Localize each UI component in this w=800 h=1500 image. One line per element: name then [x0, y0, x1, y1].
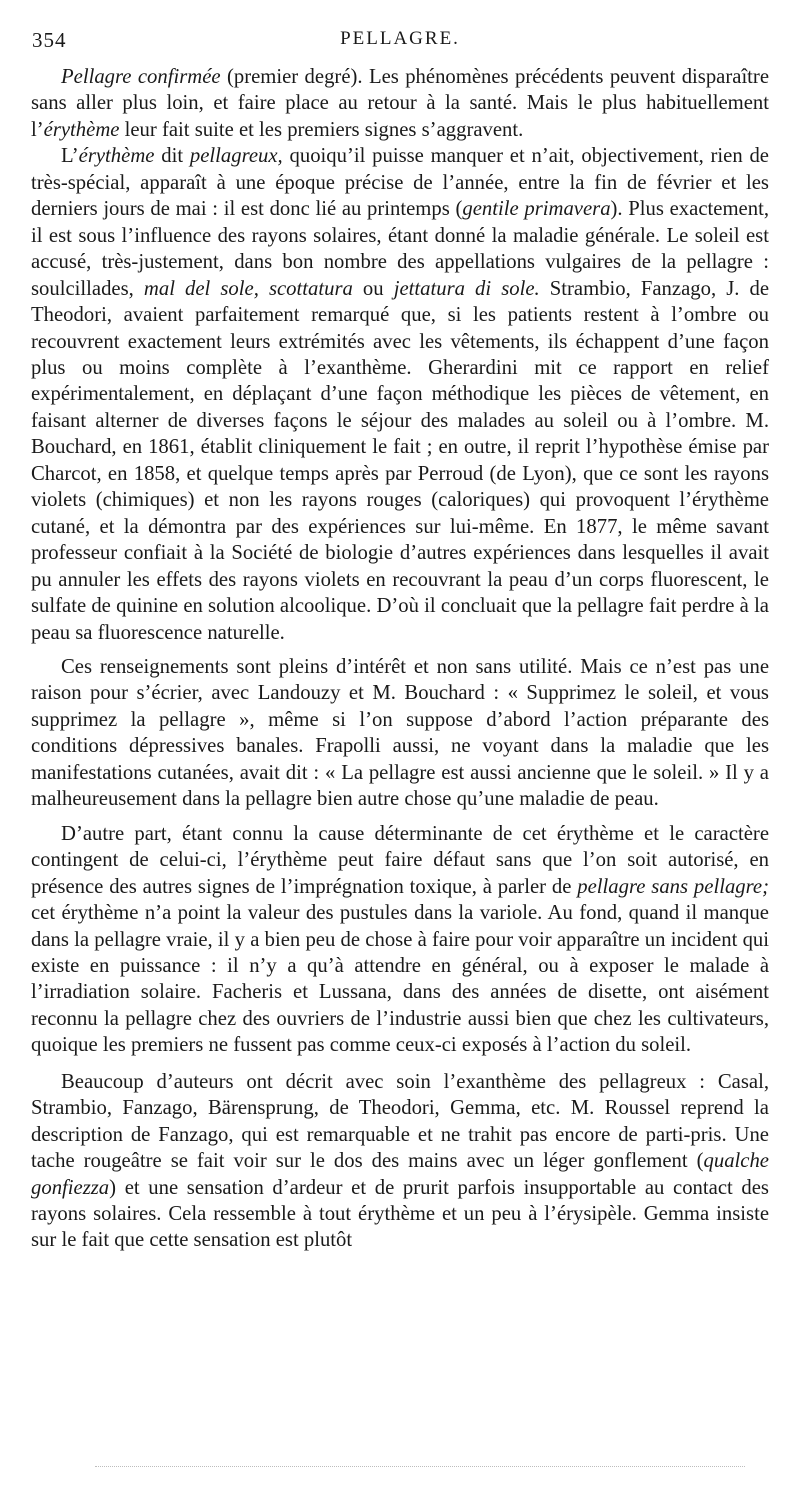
italic-run: gentile primavera — [462, 198, 611, 221]
italic-run: érythème — [78, 145, 155, 168]
text-run: quoiqu’il puisse manquer et n’ait, objectivement, rien de très-spécial, apparaît à une époque précise de l’année, entre la fin de février et les derniers jours de mai : il est donc lié au printemps ( — [31, 145, 769, 221]
text-run: ). Plus exactement, il est sous l’influence des rayons solaires, étant donné la maladie générale. Le soleil est accusé, très-justement, dans bon nombre des appellations vulgaires de la pellagre : soulcillades, — [31, 198, 769, 300]
body-text — [31, 64, 769, 1254]
paragraph-autre-part — [31, 821, 769, 1059]
italic-run: pellagre sans pellagre; — [577, 875, 769, 898]
italic-run: jettatura di sole. — [393, 277, 540, 300]
paragraph-renseignements — [31, 654, 769, 813]
text-run: Ces renseignements sont pleins d’intérêt et non sans utilité. Mais ce n’est pas une raison pour s’écrier, avec Landouzy et M. Bouchard : « Supprimez le soleil, et vous supprimez la pellagre », même si l’on suppose d’abord l’action préparante des conditions dépressives banales. Frapolli aussi, ne voyant dans la maladie que les manifestations cutanées, avait dit : « La pellagre est aussi ancienne que le soleil. » Il y a malheureusement dans la pellagre bien autre chose qu’une maladie de peau. — [31, 655, 769, 811]
text-run: dit — [154, 145, 190, 168]
italic-run: Pellagre confirmée — [61, 66, 221, 88]
paragraph-auteurs-exantheme — [31, 1069, 769, 1254]
text-run: D’autre part, étant connu la cause déterminante de cet érythème et le caractère contingent de celui-ci, l’érythème peut faire défaut sans que l’on soit autorisé, en présence des autres signes de l’imprégnation toxique, à parler de — [31, 822, 769, 898]
italic-run: qualche gonfiezza — [31, 1150, 769, 1199]
text-run: L’ — [61, 145, 79, 168]
text-run: Strambio, Fanzago, J. de Theodori, avaient parfaitement remarqué que, si les patients restent à l’ombre ou recouvrent exactement leurs extrémités avec les vêtements, ils échappent d’une façon plus ou moins complète à l’exanthème. Gherardini mit ce rapport en relief expérimentalement, en déplaçant d’une façon méthodique les pièces de vêtement, en faisant alterner de diverses façons le séjour des malades au soleil ou à l’ombre. M. Bouchard, en 1861, établit cliniquement le fait ; en outre, il reprit l’hypothèse émise par Charcot, en 1858, et quelque temps après par Perroud (de Lyon), que ce sont les rayons violets (chimiques) et non les rayons rouges (caloriques) qui provoquent l’érythème cutané, et la démontra par des expériences sur lui-même. En 1877, le même savant professeur confiait à la Société de biologie d’autres expériences dans lesquelles il avait pu annuler les effets des rayons violets en recouvrant la peau d’un corps fluorescent, le sulfate de quinine en solution alcoolique. D’où il concluait que la pellagre fait perdre à la peau sa fluorescence naturelle. — [31, 277, 770, 644]
text-run: ou — [352, 277, 394, 300]
footer-rule — [95, 1466, 745, 1467]
text-run: Beaucoup d’auteurs ont décrit avec soin l’exanthème des pellagreux : Casal, Strambio, Fanzago, Bärensprung, de Theodori, Gemma, etc. M. Roussel reprend la description de Fanzago, qui est remarquable et ne trahit pas encore de parti-pris. Une tache rougeâtre se fait voir sur le dos des mains avec un léger gonflement ( — [31, 1070, 769, 1173]
text-run: cet érythème n’a point la valeur des pustules dans la variole. Au fond, quand il manque dans la pellagre vraie, il y a bien peu de chose à faire pour voir apparaître un incident qui existe en puissance : il n’y a qu’à attendre en général, ou à exposer le malade à l’irradiation solaire. Facheris et Lussana, dans des années de disette, ont aisément reconnu la pellagre chez des ouvriers de l’industrie aussi bien que chez les cultivateurs, quoique les premiers ne fussent pas comme ceux-ci exposés à l’action du soleil. — [31, 902, 769, 1057]
paragraph-pellagre-confirmee — [31, 64, 769, 143]
running-head: PELLAGRE. — [340, 28, 460, 49]
italic-run: mal del sole, scottatura — [143, 277, 353, 300]
page-number: 354 — [32, 28, 67, 52]
page-header — [30, 28, 770, 58]
italic-run: érythème — [43, 118, 120, 141]
text-run: leur fait suite et les premiers signes s’aggravent. — [119, 118, 524, 141]
paragraph-erytheme-pellagreux — [31, 143, 769, 646]
italic-run: pellagreux, — [189, 145, 283, 168]
text-run: (premier degré). Les phénomènes précédents peuvent disparaître sans aller plus loin, et faire place au retour à la santé. Mais le plus habituellement l’ — [31, 66, 770, 141]
text-run: ) et une sensation d’ardeur et de prurit parfois insupportable au contact des rayons solaires. Cela ressemble à tout érythème et un peu à l’érysipèle. Gemma insiste sur le fait que cette sensation est plutôt — [31, 1176, 769, 1252]
